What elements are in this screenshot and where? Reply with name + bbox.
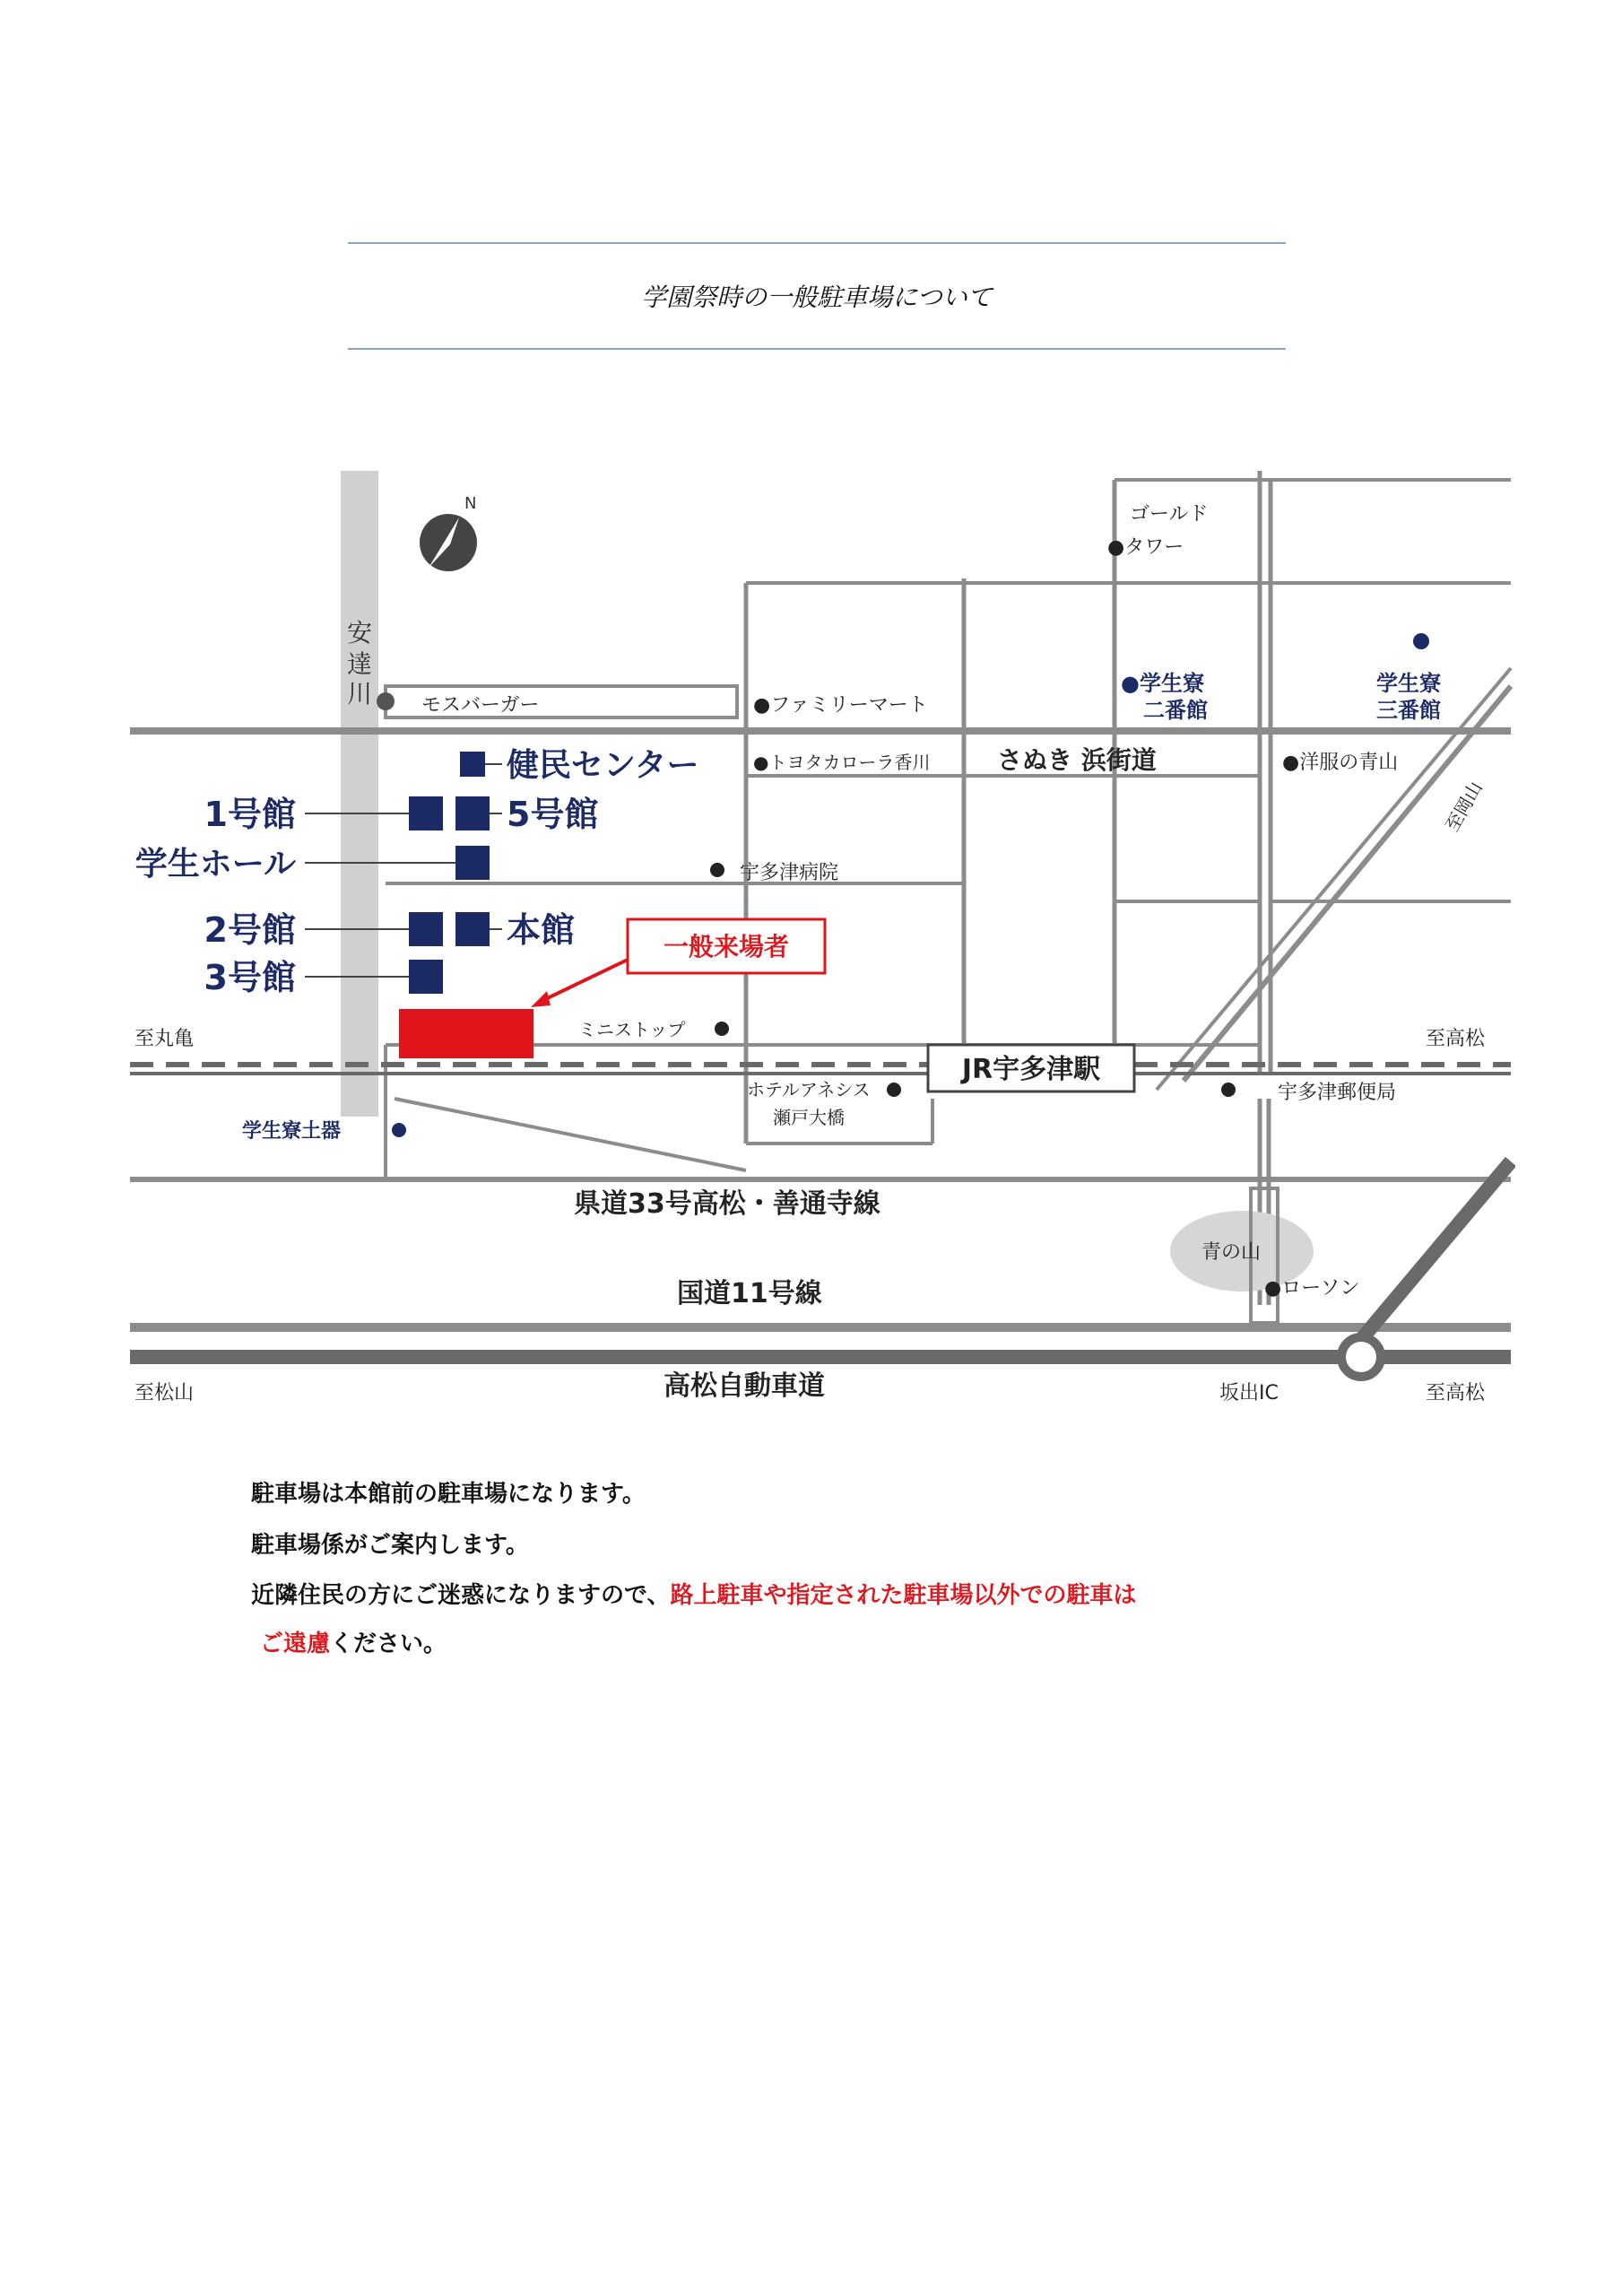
label-gold-tower-2: ●タワー (1107, 536, 1184, 559)
label-student-hall: 学生ホール (134, 846, 296, 883)
label-mos-burger: モスバーガー (421, 694, 540, 717)
label-family-mart: ●ファミリーマート (753, 694, 928, 717)
notice-line-2: 駐車場係がご案内します。 (251, 1532, 529, 1559)
parking-area (399, 1009, 533, 1058)
parking-arrow (538, 960, 628, 1003)
label-to-marugame: 至丸亀 (134, 1028, 195, 1050)
label-national-road: 国道11号線 (677, 1278, 822, 1309)
parking-label: 一般来場者 (663, 932, 790, 961)
label-sakaide-ic: 坂出IC (1219, 1382, 1279, 1405)
label-to-takamatsu-top: 至高松 (1426, 1028, 1486, 1050)
label-post-office: 宇多津郵便局 (1278, 1082, 1397, 1104)
label-hama-kaido: さぬき 浜街道 (997, 745, 1157, 775)
label-kenmin-center: 健民センター (507, 747, 699, 784)
notice-line-4-normal: ください。 (330, 1631, 447, 1657)
label-dorm3-1: 学生寮 (1376, 671, 1441, 696)
label-bldg1: 1号館 (204, 795, 296, 834)
label-gold-tower-1: ゴールド (1130, 503, 1209, 526)
title-rule-top (348, 242, 1286, 244)
notice-line-3-normal: 近隣住民の方にご迷惑になりますので、 (251, 1582, 671, 1609)
label-bldg3: 3号館 (204, 958, 296, 997)
notice-line-4 (260, 1625, 447, 1658)
parking-arrowhead (531, 991, 551, 1007)
label-hospital: 宇多津病院 (740, 862, 839, 884)
label-youfuku: ●洋服の青山 (1282, 752, 1399, 774)
label-to-matsuyama: 至松山 (134, 1382, 195, 1405)
label-toyota: ●トヨタカローラ香川 (753, 752, 931, 773)
notice-line-3 (251, 1577, 1137, 1610)
access-map (126, 471, 1515, 1439)
river-label-3: 川 (346, 679, 373, 709)
label-hotel-2: 瀬戸大橋 (773, 1107, 845, 1128)
notice-line-1: 駐車場は本館前の駐車場になります。 (251, 1481, 646, 1508)
label-dorm3-2: 三番館 (1376, 698, 1441, 723)
label-hotel-1: ホテルアネシス (747, 1079, 871, 1100)
label-to-takamatsu-bottom: 至高松 (1426, 1382, 1486, 1405)
label-dorm2-2: 二番館 (1143, 698, 1208, 723)
label-prefectural-road: 県道33号高松・善通寺線 (574, 1188, 880, 1220)
label-ministop: ミニストップ (578, 1019, 686, 1040)
north-compass-icon (420, 494, 477, 571)
label-main-building: 本館 (507, 910, 576, 950)
river-band (341, 471, 378, 1117)
label-to-okayama: 至岡山 (1441, 778, 1487, 836)
title-rule-bottom (348, 348, 1286, 350)
svg-text:N: N (464, 494, 477, 513)
label-expressway: 高松自動車道 (664, 1370, 825, 1402)
notice-line-4-warning: ご遠慮 (260, 1631, 331, 1657)
river-label-1: 安 (346, 618, 373, 648)
label-dorm-doki: 学生寮土器 (242, 1120, 342, 1143)
station-label: JR宇多津駅 (961, 1054, 1101, 1085)
notice-line-3-warning: 路上駐車や指定された駐車場以外での駐車は (670, 1582, 1137, 1609)
page-title: 学園祭時の一般駐車場について (641, 283, 993, 312)
label-bldg5: 5号館 (507, 795, 599, 834)
river-label-2: 達 (346, 649, 373, 679)
label-bldg2: 2号館 (204, 910, 296, 950)
label-lawson: ●ローソン (1264, 1277, 1360, 1300)
label-aonoyama: 青の山 (1201, 1241, 1262, 1264)
label-dorm2-1: ●学生寮 (1121, 671, 1204, 696)
